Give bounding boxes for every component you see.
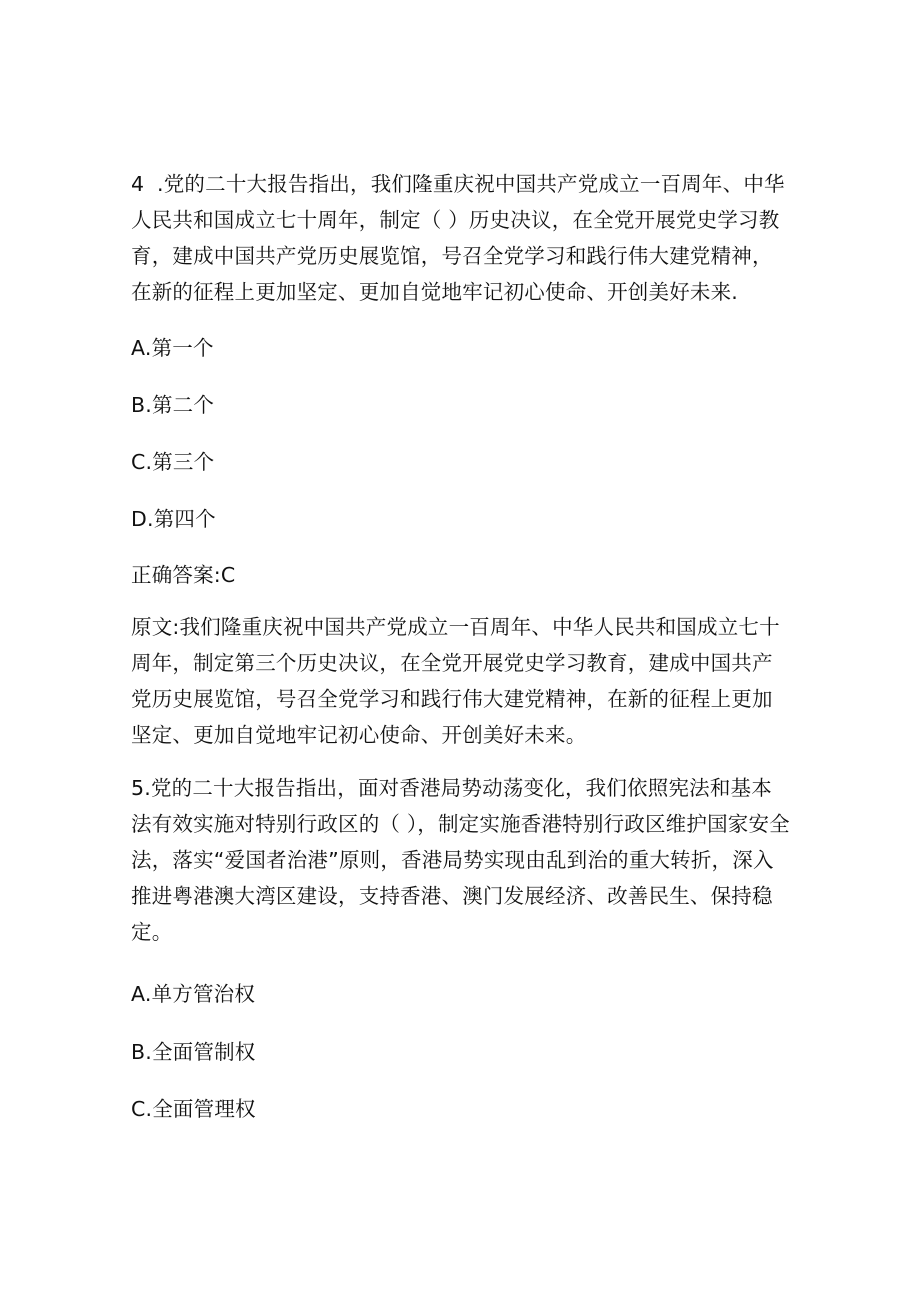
question-5-stem: 5.党的二十大报告指出，面对香港局势动荡变化，我们依照宪法和基本法有效实施对特别行政区的（ ），制定实施香港特别行政区维护国家安全法，落实“爱国者治港”原则，香港局势实现由乱到治的重大转折，深入推进粤港澳大湾区建设，支持香港、澳门发展经济、改善民生、保持稳定。 (131, 776, 790, 944)
question-4-answer: 正确答案:C (131, 563, 236, 587)
question-4-option-d: D.第四个 (131, 507, 216, 531)
question-4-text: .党的二十大报告指出，我们隆重庆祝中国共产党成立一百周年、中华人民共和国成立七十周年，制定（ ）历史决议，在全党开展党史学习教育，建成中国共产党历史展览馆，号召全党学习和践行伟大建党精神，在新的征程上更加坚定、更加自觉地牢记初心使命、开创美好未来. (131, 172, 785, 304)
question-4-number: 4 (131, 172, 145, 196)
question-5-option-c: C.全面管理权 (131, 1097, 256, 1121)
question-5-option-a: A.单方管治权 (131, 982, 256, 1006)
question-4-original-text: 原文:我们隆重庆祝中国共产党成立一百周年、中华人民共和国成立七十周年，制定第三个历史决议，在全党开展党史学习教育，建成中国共产党历史展览馆，号召全党学习和践行伟大建党精神，在新的征程上更加坚定、更加自觉地牢记初心使命、开创美好未来。 (131, 615, 780, 747)
question-5-option-b: B.全面管制权 (131, 1040, 256, 1064)
question-4-stem (131, 166, 791, 310)
question-4-option-b: B.第二个 (131, 393, 215, 417)
question-4-option-c: C.第三个 (131, 450, 215, 474)
question-4-option-a: A.第一个 (131, 336, 214, 360)
